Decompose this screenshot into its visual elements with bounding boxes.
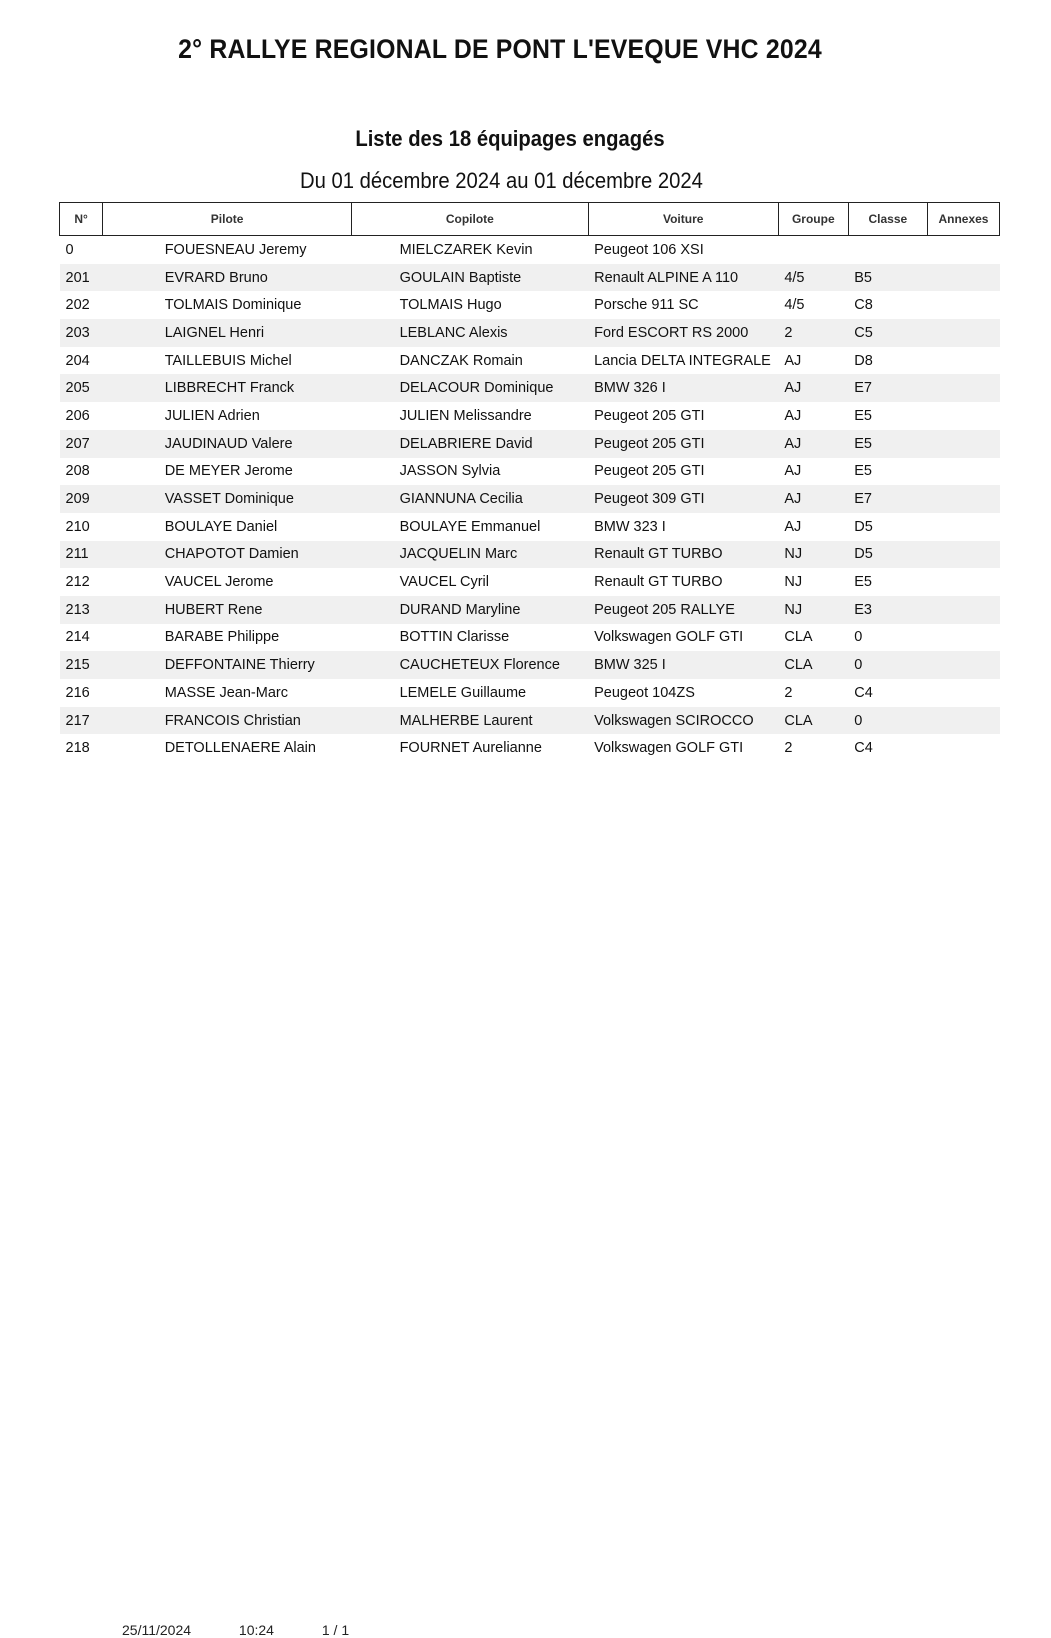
cell-pilote: LIBBRECHT Franck: [103, 374, 352, 402]
table-row: [60, 374, 1000, 402]
cell-voiture: Volkswagen GOLF GTI: [594, 740, 744, 757]
event-dates: Du 01 décembre 2024 au 01 décembre 2024: [300, 168, 703, 193]
cell-annexes: [927, 624, 999, 652]
cell-num: 206: [65, 407, 90, 424]
cell-voiture: Peugeot 106 XSI: [594, 241, 704, 258]
cell-classe: E5: [854, 463, 873, 480]
cell-groupe: CLA: [778, 707, 848, 735]
cell-groupe: 2: [784, 740, 793, 757]
cell-annexes: [927, 402, 999, 430]
cell-copilote: JULIEN Melissandre: [399, 407, 532, 424]
cell-annexes: [927, 596, 999, 624]
cell-num: 207: [60, 430, 103, 458]
cell-annexes: [927, 291, 999, 319]
cell-copilote: VAUCEL Cyril: [399, 574, 489, 591]
cell-groupe: AJ: [778, 430, 848, 458]
table-row: [60, 264, 1000, 292]
cell-classe: 0: [848, 651, 927, 679]
cell-copilote: CAUCHETEUX Florence: [352, 651, 589, 679]
cell-pilote: VASSET Dominique: [103, 485, 352, 513]
cell-groupe: CLA: [778, 651, 848, 679]
cell-pilote: HUBERT Rene: [103, 596, 352, 624]
cell-classe: C4: [854, 684, 873, 701]
header-voiture: Voiture: [588, 203, 778, 236]
cell-voiture: Renault GT TURBO: [594, 574, 723, 591]
cell-num: 212: [65, 574, 90, 591]
cell-annexes: [927, 485, 999, 513]
cell-annexes: [927, 651, 999, 679]
cell-classe: C4: [854, 740, 873, 757]
table-row: [60, 596, 1000, 624]
cell-groupe: 2: [784, 684, 793, 701]
cell-num: 208: [65, 463, 90, 480]
cell-annexes: [927, 541, 999, 569]
table-row: [60, 430, 1000, 458]
cell-annexes: [927, 430, 999, 458]
cell-groupe: NJ: [778, 541, 848, 569]
cell-copilote: MIELCZAREK Kevin: [399, 241, 533, 258]
cell-annexes: [927, 568, 999, 596]
entries-body: [60, 236, 1000, 763]
header-groupe: Groupe: [778, 203, 848, 236]
header-num: N°: [60, 203, 103, 236]
cell-pilote: VAUCEL Jerome: [164, 574, 274, 591]
cell-groupe: NJ: [778, 596, 848, 624]
cell-voiture: Lancia DELTA INTEGRALE: [594, 352, 771, 369]
header-pilote: Pilote: [103, 203, 352, 236]
page-footer: [122, 1622, 393, 1638]
cell-classe: [848, 236, 927, 264]
cell-copilote: DELACOUR Dominique: [352, 374, 589, 402]
cell-num: 214: [65, 629, 90, 646]
footer-page: 1 / 1: [321, 1622, 350, 1638]
cell-groupe: AJ: [784, 407, 802, 424]
cell-copilote: LEMELE Guillaume: [399, 684, 527, 701]
cell-groupe: 4/5: [784, 297, 805, 314]
cell-voiture: Renault GT TURBO: [588, 541, 778, 569]
cell-voiture: Peugeot 309 GTI: [588, 485, 778, 513]
cell-voiture: Porsche 911 SC: [594, 297, 699, 314]
cell-voiture: BMW 326 I: [588, 374, 778, 402]
cell-annexes: [927, 679, 999, 707]
cell-copilote: JASSON Sylvia: [399, 463, 501, 480]
cell-classe: E7: [848, 485, 927, 513]
header-classe: Classe: [848, 203, 927, 236]
cell-copilote: JACQUELIN Marc: [352, 541, 589, 569]
cell-voiture: Volkswagen GOLF GTI: [594, 629, 744, 646]
cell-classe: E3: [848, 596, 927, 624]
table-row: [60, 485, 1000, 513]
cell-groupe: AJ: [778, 374, 848, 402]
cell-copilote: TOLMAIS Hugo: [399, 297, 502, 314]
cell-annexes: [927, 374, 999, 402]
table-row: [60, 236, 1000, 264]
cell-copilote: DELABRIERE David: [352, 430, 589, 458]
cell-pilote: EVRARD Bruno: [103, 264, 352, 292]
cell-groupe: AJ: [784, 352, 802, 369]
cell-voiture: Peugeot 104ZS: [594, 684, 695, 701]
cell-copilote: MALHERBE Laurent: [352, 707, 589, 735]
table-row: [60, 568, 1000, 596]
cell-num: 202: [65, 297, 90, 314]
cell-voiture: Peugeot 205 GTI: [594, 407, 705, 424]
cell-voiture: Peugeot 205 RALLYE: [588, 596, 778, 624]
cell-classe: C8: [854, 297, 873, 314]
table-row: [60, 679, 1000, 707]
cell-pilote: DETOLLENAERE Alain: [164, 740, 316, 757]
cell-groupe: AJ: [778, 485, 848, 513]
cell-pilote: TAILLEBUIS Michel: [164, 352, 292, 369]
cell-pilote: FRANCOIS Christian: [103, 707, 352, 735]
table-row: [60, 347, 1000, 375]
cell-num: 209: [60, 485, 103, 513]
cell-pilote: MASSE Jean-Marc: [164, 684, 288, 701]
cell-pilote: JULIEN Adrien: [164, 407, 260, 424]
cell-classe: E5: [854, 574, 873, 591]
cell-pilote: TOLMAIS Dominique: [164, 297, 302, 314]
table-row: [60, 402, 1000, 430]
cell-num: 217: [60, 707, 103, 735]
cell-num: 201: [60, 264, 103, 292]
cell-annexes: [927, 236, 999, 264]
table-row: [60, 513, 1000, 541]
cell-num: 216: [65, 684, 90, 701]
cell-pilote: LAIGNEL Henri: [103, 319, 352, 347]
table-row: [60, 291, 1000, 319]
cell-pilote: FOUESNEAU Jeremy: [164, 241, 307, 258]
cell-pilote: BOULAYE Daniel: [164, 518, 278, 535]
table-row: [60, 651, 1000, 679]
cell-copilote: LEBLANC Alexis: [352, 319, 589, 347]
cell-classe: C5: [848, 319, 927, 347]
cell-pilote: BARABE Philippe: [164, 629, 280, 646]
cell-num: 204: [65, 352, 90, 369]
cell-classe: 0: [848, 707, 927, 735]
footer-date: 25/11/2024: [122, 1622, 192, 1638]
cell-groupe: 2: [778, 319, 848, 347]
table-row: [60, 707, 1000, 735]
cell-num: 211: [60, 541, 103, 569]
cell-voiture: Peugeot 205 GTI: [594, 463, 705, 480]
cell-num: 0: [65, 241, 74, 258]
cell-annexes: [927, 264, 999, 292]
table-row: [60, 541, 1000, 569]
cell-annexes: [927, 513, 999, 541]
cell-num: 203: [60, 319, 103, 347]
cell-classe: D5: [848, 541, 927, 569]
cell-num: 205: [60, 374, 103, 402]
cell-groupe: 4/5: [778, 264, 848, 292]
table-row: [60, 734, 1000, 762]
cell-pilote: CHAPOTOT Damien: [103, 541, 352, 569]
cell-voiture: Renault ALPINE A 110: [588, 264, 778, 292]
cell-num: 213: [60, 596, 103, 624]
cell-classe: D8: [854, 352, 873, 369]
cell-groupe: AJ: [784, 518, 802, 535]
cell-copilote: DANCZAK Romain: [399, 352, 523, 369]
header-annexes: Annexes: [927, 203, 999, 236]
cell-copilote: GIANNUNA Cecilia: [352, 485, 589, 513]
document-subtitle: Liste des 18 équipages engagés: [355, 126, 665, 151]
cell-classe: E5: [848, 430, 927, 458]
cell-voiture: Peugeot 205 GTI: [588, 430, 778, 458]
cell-copilote: BOULAYE Emmanuel: [399, 518, 541, 535]
table-row: [60, 458, 1000, 486]
cell-voiture: BMW 325 I: [588, 651, 778, 679]
cell-copilote: BOTTIN Clarisse: [399, 629, 510, 646]
cell-groupe: AJ: [784, 463, 802, 480]
cell-pilote: JAUDINAUD Valere: [103, 430, 352, 458]
cell-classe: D5: [854, 518, 873, 535]
cell-groupe: CLA: [784, 629, 813, 646]
cell-classe: E7: [848, 374, 927, 402]
cell-annexes: [927, 458, 999, 486]
cell-copilote: GOULAIN Baptiste: [352, 264, 589, 292]
cell-annexes: [927, 734, 999, 762]
entries-table: [59, 202, 1000, 762]
cell-pilote: DE MEYER Jerome: [164, 463, 293, 480]
cell-voiture: BMW 323 I: [594, 518, 666, 535]
table-header-row: [60, 203, 1000, 236]
cell-groupe: NJ: [784, 574, 803, 591]
cell-classe: 0: [854, 629, 863, 646]
cell-copilote: FOURNET Aurelianne: [399, 740, 542, 757]
cell-voiture: Volkswagen SCIROCCO: [588, 707, 778, 735]
cell-groupe: [778, 236, 848, 264]
cell-pilote: DEFFONTAINE Thierry: [103, 651, 352, 679]
cell-classe: B5: [848, 264, 927, 292]
cell-annexes: [927, 347, 999, 375]
cell-num: 215: [60, 651, 103, 679]
table-row: [60, 624, 1000, 652]
header-copilote: Copilote: [352, 203, 589, 236]
cell-num: 218: [65, 740, 90, 757]
cell-annexes: [927, 707, 999, 735]
cell-num: 210: [65, 518, 90, 535]
cell-classe: E5: [854, 407, 873, 424]
table-row: [60, 319, 1000, 347]
document-title: 2° RALLYE REGIONAL DE PONT L'EVEQUE VHC 2024: [178, 34, 822, 64]
cell-voiture: Ford ESCORT RS 2000: [588, 319, 778, 347]
cell-copilote: DURAND Maryline: [352, 596, 589, 624]
cell-annexes: [927, 319, 999, 347]
footer-time: 10:24: [238, 1622, 274, 1638]
